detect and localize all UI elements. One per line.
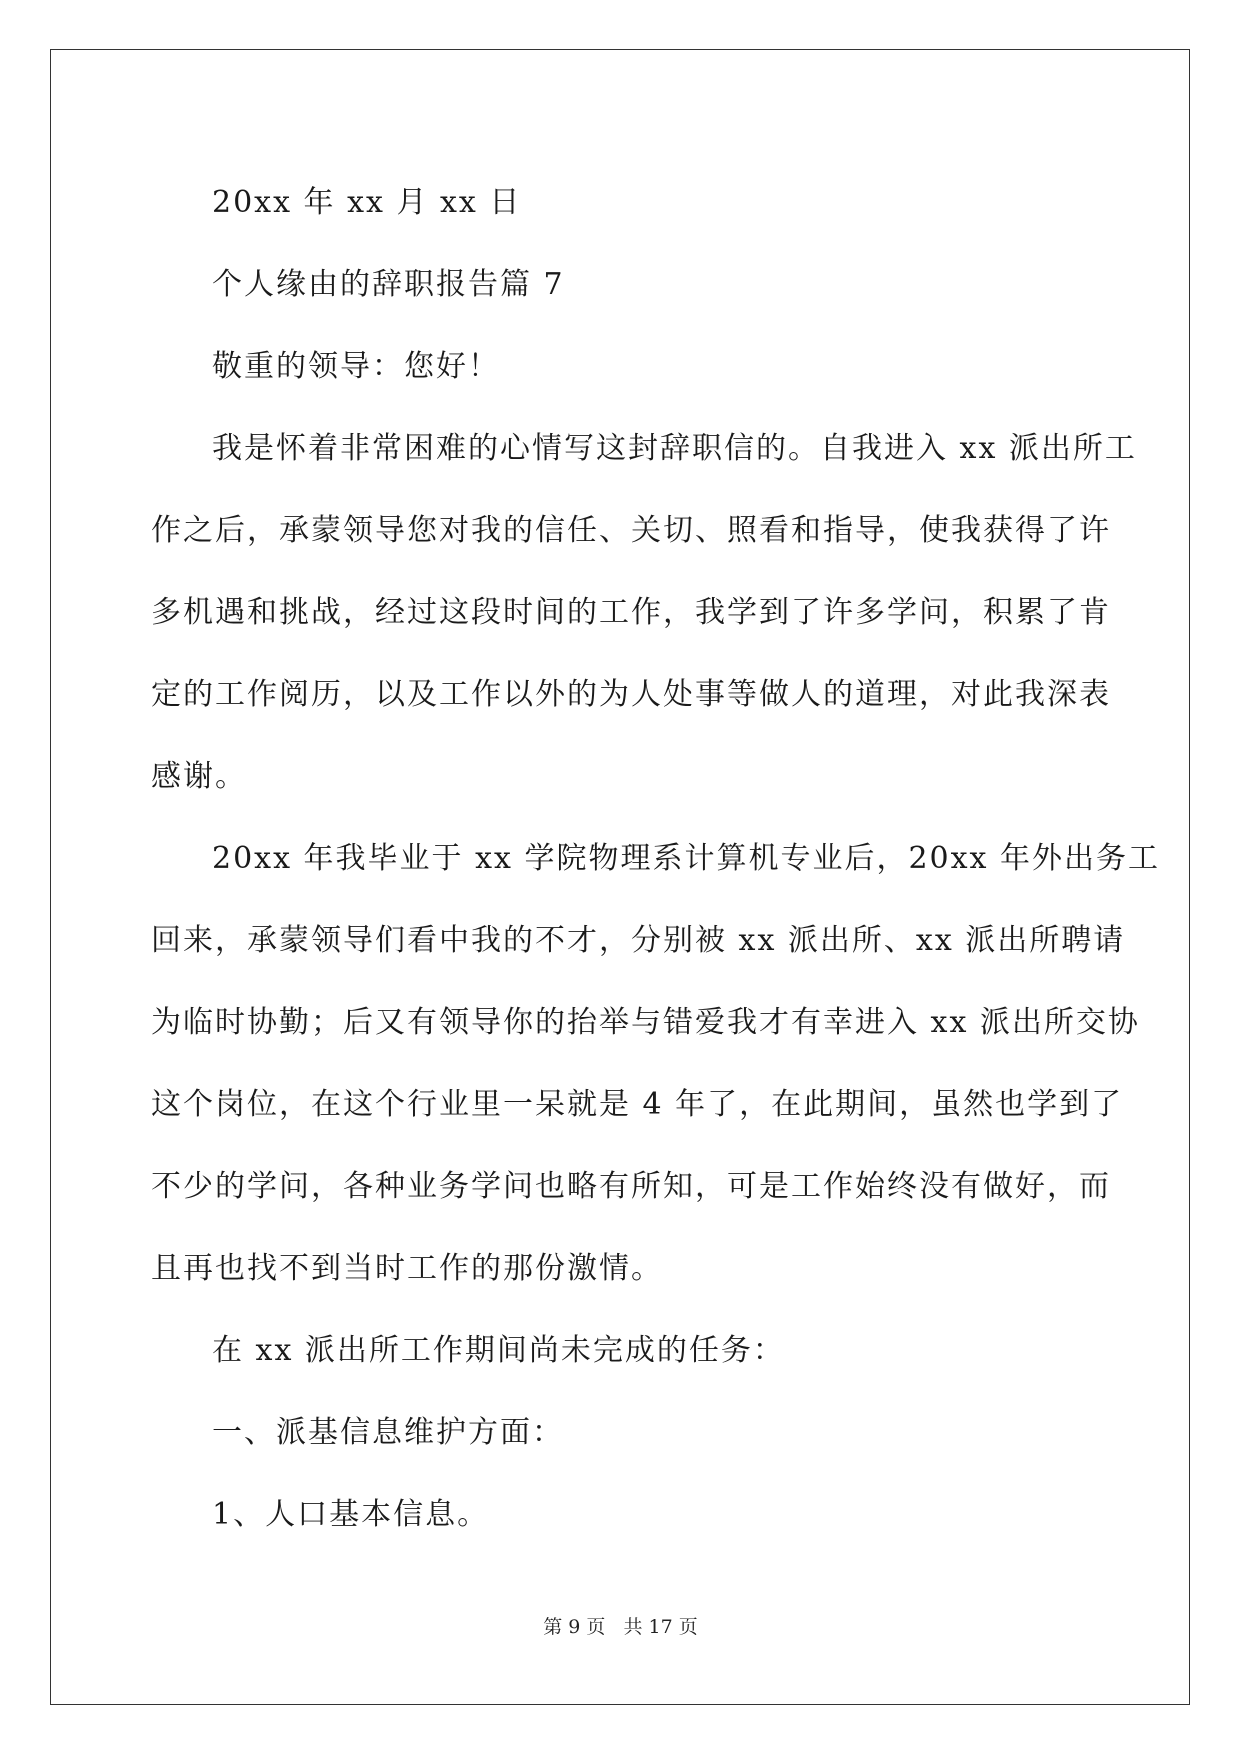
paragraph-line: 多机遇和挑战，经过这段时间的工作，我学到了许多学问，积累了肯	[151, 595, 1111, 630]
paragraph-2	[151, 818, 1161, 1310]
page-number-current: 第 9 页	[543, 1616, 606, 1638]
section-title: 个人缘由的辞职报告篇 7	[212, 267, 565, 302]
paragraph-line: 20xx 年我毕业于 xx 学院物理系计算机专业后，20xx 年外出务工	[212, 841, 1161, 876]
page-number-total: 共 17 页	[623, 1616, 698, 1638]
item-1: 1、人口基本信息。	[212, 1497, 490, 1532]
salutation: 敬重的领导：您好！	[212, 349, 500, 384]
paragraph-line: 这个岗位，在这个行业里一呆就是 4 年了，在此期间，虽然也学到了	[151, 1087, 1124, 1122]
paragraph-line: 回来，承蒙领导们看中我的不才，分别被 xx 派出所、xx 派出所聘请	[151, 923, 1126, 958]
paragraph-1	[151, 408, 1137, 818]
paragraph-line: 我是怀着非常困难的心情写这封辞职信的。自我进入 xx 派出所工	[212, 431, 1137, 466]
page-footer	[0, 1612, 1241, 1639]
paragraph-line: 感谢。	[151, 759, 247, 794]
paragraph-line: 为临时协勤；后又有领导你的抬举与错爱我才有幸进入 xx 派出所交协	[151, 1005, 1140, 1040]
document-body	[151, 162, 1161, 1556]
paragraph-line: 且再也找不到当时工作的那份激情。	[151, 1251, 663, 1286]
tasks-intro: 在 xx 派出所工作期间尚未完成的任务：	[212, 1333, 785, 1368]
paragraph-line: 不少的学问，各种业务学问也略有所知，可是工作始终没有做好，而	[151, 1169, 1111, 1204]
paragraph-line: 定的工作阅历，以及工作以外的为人处事等做人的道理，对此我深表	[151, 677, 1111, 712]
paragraph-line: 作之后，承蒙领导您对我的信任、关切、照看和指导，使我获得了许	[151, 513, 1111, 548]
date-line: 20xx 年 xx 月 xx 日	[212, 185, 522, 220]
item-heading: 一、派基信息维护方面：	[212, 1415, 564, 1450]
